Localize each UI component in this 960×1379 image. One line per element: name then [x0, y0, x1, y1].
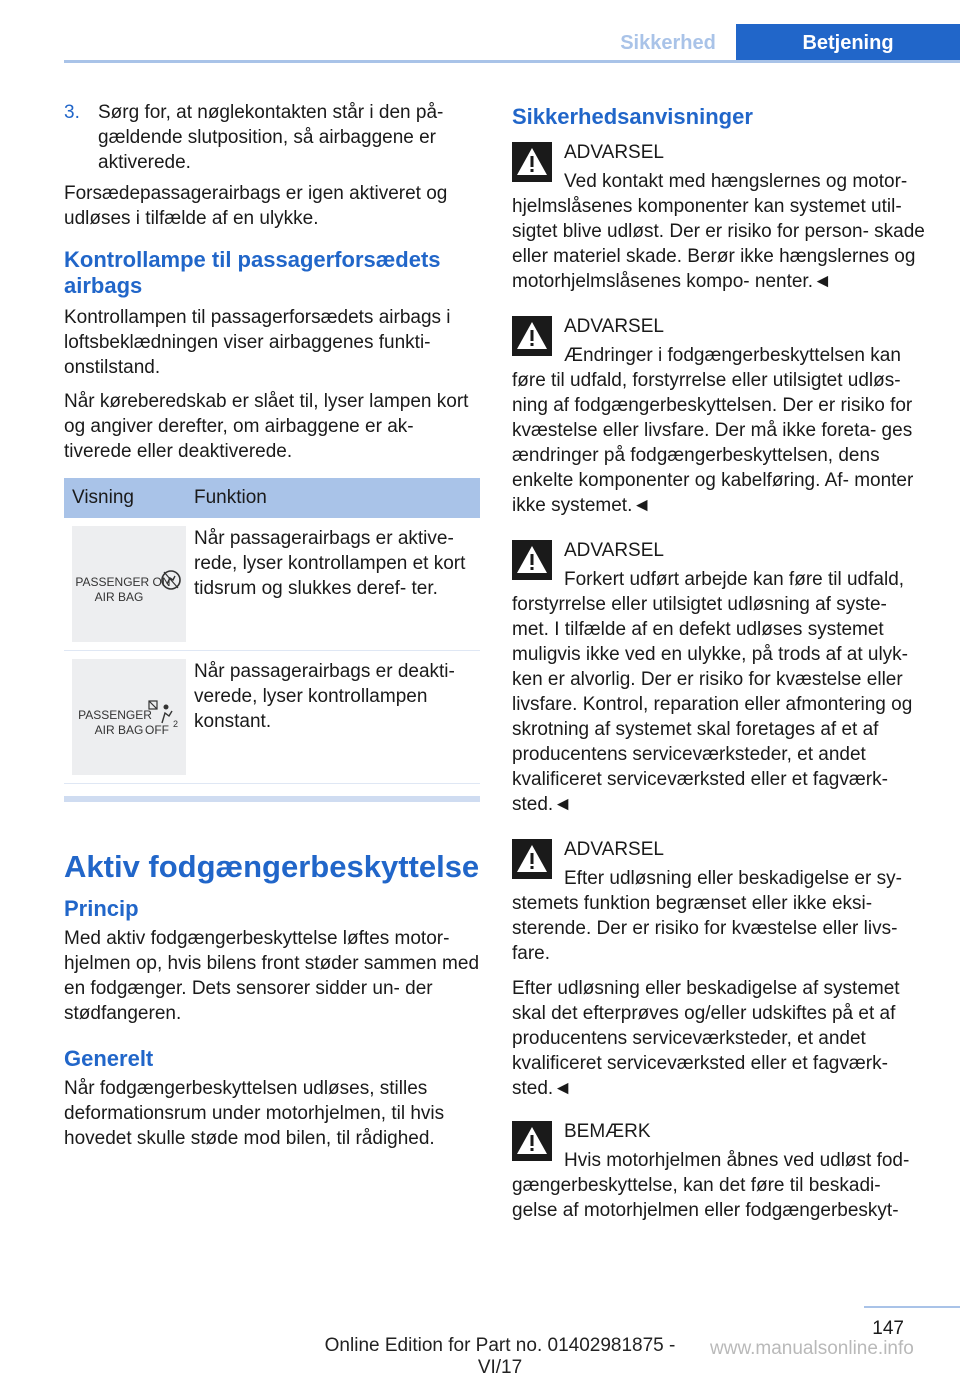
heading-kontrollampe: Kontrollampe til passagerforsædets airbags [64, 247, 441, 298]
watermark: www.manualsonline.info [710, 1338, 914, 1359]
warning-label: ADVARSEL [564, 540, 664, 561]
warning-label: ADVARSEL [564, 316, 664, 337]
paragraph-koreberedskab: Når køreberedskab er slået til, lyser lampen kort og angiver derefter, om airbaggene er ak- tiverede eller deaktiverede. [64, 391, 469, 462]
warning-text-first: Ændringer i fodgængerbeskyttelsen kan [564, 345, 901, 366]
warning-label: ADVARSEL [564, 839, 664, 860]
paragraph-generelt: Når fodgængerbeskyttelsen udløses, stilles deformationsrum under motorhjelmen, til hvis hovedet skulle støde mod bilen, til rådighed. [64, 1078, 445, 1149]
heading-princip: Princip [64, 896, 139, 921]
lamp-text: AIR BAG [94, 590, 144, 604]
page-number: 147 [872, 1318, 904, 1339]
edition-footer: Online Edition for Part no. 01402981875 - VI/17 [324, 1335, 676, 1378]
paragraph-princip: Med aktiv fodgængerbeskyttelse løftes motor- hjelmen op, hvis bilens front støder sammen med en fodgænger. Dets sensorer sidder un- der stødfangeren. [64, 928, 480, 1024]
warning-triangle-icon [512, 142, 552, 182]
table-cell-funktion: Når passagerairbags er aktive- rede, lyser kontrollampen et kort tidsrum og slukkes deref- ter. [186, 518, 480, 651]
lamp-text: PASSENGER ON [75, 575, 171, 589]
left-column [64, 100, 480, 1160]
heading-aktiv-fodgaengerbeskyttelse: Aktiv fodgængerbeskyttelse [64, 849, 480, 884]
table-end-rule [64, 796, 480, 802]
note-block [512, 1119, 928, 1223]
heading-generelt: Generelt [64, 1046, 154, 1071]
step-3 [64, 100, 480, 175]
airbag-off-lamp-image [72, 659, 186, 775]
table-header-visning: Visning [64, 478, 186, 518]
table-row [64, 518, 480, 651]
warning-block [512, 837, 928, 966]
page-number-rule [864, 1306, 960, 1308]
step-text: Sørg for, at nøglekontakten står i den på- gældende slutposition, så airbaggene er aktiverede. [98, 102, 444, 173]
warning-triangle-icon [512, 540, 552, 580]
warning-text: stemets funktion begrænset eller ikke eksi- sterende. Der er risiko for kvæstelse eller livs- fare. [512, 893, 898, 964]
lamp-text: PASSENGER [78, 708, 152, 722]
warning-block [512, 314, 928, 518]
warning-label: ADVARSEL [564, 142, 664, 163]
airbag-off-icon [148, 699, 180, 729]
paragraph-kontrollampe: Kontrollampen til passagerforsædets airbags i loftsbeklædningen viser airbaggenes funkti- onstilstand. [64, 307, 451, 378]
warning-triangle-icon [512, 839, 552, 879]
tab-sikkerhed[interactable]: Sikkerhed [620, 32, 716, 54]
header-rule [64, 60, 960, 63]
lamp-text: AIR BAG [94, 723, 144, 737]
airbag-on-lamp-image [72, 526, 186, 642]
warning-text: forstyrrelse eller utilsigtet udløsning af syste- met. I tilfælde af en defekt udløses systemet muligvis ikke ved en ulykke, på trods af at ulyk- ken er alvorlig. Der er risiko for kvæstelse eller livsfare. Kontrol, reparation eller afmontering og skrotning af systemet skal foretages af et af producentens serviceværksteder, et andet kvalificeret serviceværksted eller et fagværk- sted.◄ [512, 594, 913, 815]
warning-block [512, 140, 928, 294]
paragraph-after-release: Efter udløsning eller beskadigelse af systemet skal det efterprøves og/eller udskiftes på et af producentens serviceværksteder, et andet kvalificeret serviceværksted eller et fagværk- sted.◄ [512, 978, 900, 1099]
airbag-on-icon [160, 568, 182, 592]
right-column [512, 100, 928, 1233]
table-cell-funktion: Når passagerairbags er deakti- verede, lyser kontrollampen konstant. [186, 651, 480, 784]
warning-text-first: Efter udløsning eller beskadigelse er sy- [564, 868, 902, 889]
note-label: BEMÆRK [564, 1121, 651, 1142]
warning-text: hjelmslåsenes komponenter kan systemet util- sigtet blive udløst. Der er risiko for person- skade eller materiel skade. Berør ikke hængslernes og motorhjelmslåsenes kompo- nenter.◄ [512, 196, 925, 292]
table-row [64, 651, 480, 784]
tab-betjening[interactable]: Betjening [736, 24, 960, 62]
step-number: 3. [64, 102, 80, 123]
heading-sikkerhedsanvisninger: Sikkerhedsanvisninger [512, 104, 753, 129]
note-text: gængerbeskyttelse, kan det føre til beskadi- gelse af motorhjelmen eller fodgængerbeskyt- [512, 1175, 899, 1221]
indicator-table [64, 478, 480, 784]
warning-triangle-icon [512, 1121, 552, 1161]
lamp-text: OFF [145, 723, 169, 737]
warning-text-first: Ved kontakt med hængslernes og motor- [564, 171, 908, 192]
svg-text:2: 2 [173, 719, 179, 729]
warning-triangle-icon [512, 316, 552, 356]
table-header-funktion: Funktion [186, 478, 480, 518]
paragraph-reactivated: Forsædepassagerairbags er igen aktiveret og udløses i tilfælde af en ulykke. [64, 183, 448, 229]
note-text-first: Hvis motorhjelmen åbnes ved udløst fod- [564, 1150, 910, 1171]
warning-text: føre til udfald, forstyrrelse eller utilsigtet udløs- ning af fodgængerbeskyttelsen. Der er risiko for kvæstelse eller livsfare. Der må ikke foreta- ges ændringer på fodgængerbeskyttelsen, dens enkelte komponenter og kabelføring. Af- monter ikke systemet.◄ [512, 370, 914, 516]
warning-block [512, 538, 928, 817]
warning-text-first: Forkert udført arbejde kan føre til udfald, [564, 569, 905, 590]
